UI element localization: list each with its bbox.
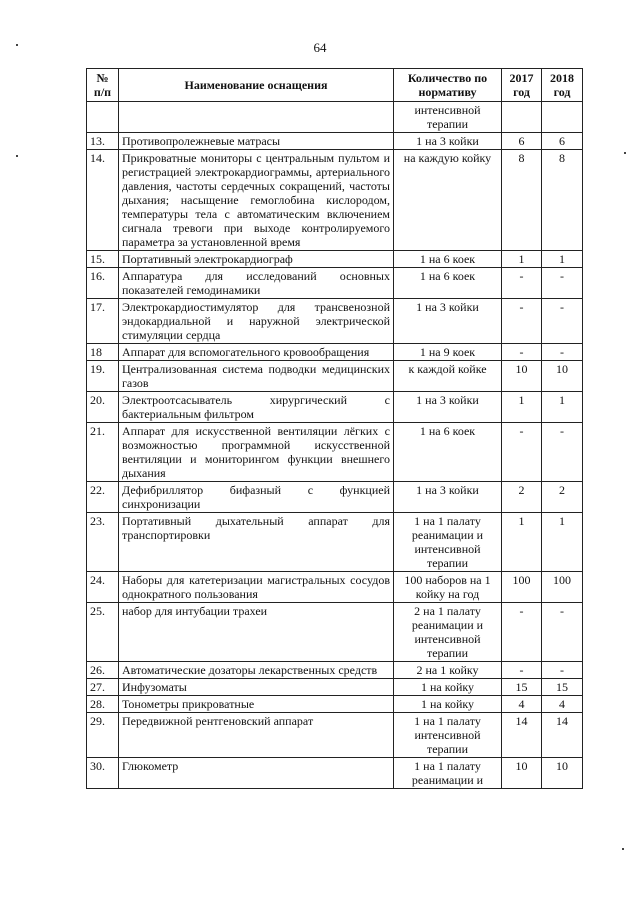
table-row	[87, 662, 583, 679]
row-2018: -	[542, 344, 583, 361]
row-name: Передвижной рентгеновский аппарат	[119, 713, 394, 758]
row-2018: 1	[542, 513, 583, 572]
header-num: № п/п	[87, 69, 119, 102]
row-2017: 14	[502, 713, 542, 758]
row-name: Глюкометр	[119, 758, 394, 789]
table-row	[87, 299, 583, 344]
row-2017: 10	[502, 361, 542, 392]
header-qty: Количество по нормативу	[394, 69, 502, 102]
row-2017: -	[502, 299, 542, 344]
row-2017: -	[502, 662, 542, 679]
row-2018: -	[542, 268, 583, 299]
row-2018: 4	[542, 696, 583, 713]
row-num	[87, 102, 119, 133]
row-2018: 100	[542, 572, 583, 603]
row-2017: -	[502, 603, 542, 662]
row-qty: 100 наборов на 1 койку на год	[394, 572, 502, 603]
row-qty: 1 на 3 койки	[394, 482, 502, 513]
row-2017: 8	[502, 150, 542, 251]
table-header-row	[87, 69, 583, 102]
row-qty: 1 на 3 койки	[394, 133, 502, 150]
row-2017: -	[502, 423, 542, 482]
row-num: 14.	[87, 150, 119, 251]
table-row	[87, 482, 583, 513]
row-2018: 10	[542, 361, 583, 392]
row-name: Противопролежневые матрасы	[119, 133, 394, 150]
row-num: 26.	[87, 662, 119, 679]
table-row	[87, 696, 583, 713]
row-2018: -	[542, 299, 583, 344]
row-name: Портативный дыхательный аппарат для транспортировки	[119, 513, 394, 572]
row-num: 16.	[87, 268, 119, 299]
row-name: Аппарат для искусственной вентиляции лёгких с возможностью программной искусственной вентиляции и мониторингом функции внешнего дыхания	[119, 423, 394, 482]
row-name: Прикроватные мониторы с центральным пультом и регистрацией электрокардиограммы, артериального давления, частоты сердечных сокращений, частоты дыхания; насыщение гемоглобина кислородом, температуры тела с автоматическим включением сигнала тревоги при выходе контролируемого параметра за установленной время	[119, 150, 394, 251]
table-row	[87, 392, 583, 423]
row-name: Электроотсасыватель хирургический с бактериальным фильтром	[119, 392, 394, 423]
table-row	[87, 603, 583, 662]
row-qty: к каждой койке	[394, 361, 502, 392]
row-2018	[542, 102, 583, 133]
table-row	[87, 150, 583, 251]
row-name: Автоматические дозаторы лекарственных средств	[119, 662, 394, 679]
table-row	[87, 361, 583, 392]
row-num: 30.	[87, 758, 119, 789]
row-name: Инфузоматы	[119, 679, 394, 696]
row-qty: 1 на 6 коек	[394, 423, 502, 482]
row-2018: -	[542, 603, 583, 662]
row-2017: 4	[502, 696, 542, 713]
row-qty: интенсивной терапии	[394, 102, 502, 133]
row-2017: 10	[502, 758, 542, 789]
table-row	[87, 344, 583, 361]
table-row	[87, 268, 583, 299]
row-name: Аппарат для вспомогательного кровообращения	[119, 344, 394, 361]
page-number: 64	[313, 40, 327, 55]
row-2018: 10	[542, 758, 583, 789]
row-name: Тонометры прикроватные	[119, 696, 394, 713]
row-qty: 2 на 1 койку	[394, 662, 502, 679]
row-num: 27.	[87, 679, 119, 696]
row-2018: -	[542, 662, 583, 679]
row-num: 22.	[87, 482, 119, 513]
header-2017: 2017 год	[502, 69, 542, 102]
table-row	[87, 251, 583, 268]
row-qty: 1 на койку	[394, 696, 502, 713]
row-num: 25.	[87, 603, 119, 662]
row-2017: 1	[502, 251, 542, 268]
table-row	[87, 713, 583, 758]
row-name	[119, 102, 394, 133]
table-row	[87, 133, 583, 150]
row-qty: 1 на 1 палату интенсивной терапии	[394, 713, 502, 758]
row-name: Портативный электрокардиограф	[119, 251, 394, 268]
row-num: 13.	[87, 133, 119, 150]
row-2017: 15	[502, 679, 542, 696]
row-num: 17.	[87, 299, 119, 344]
header-2018: 2018 год	[542, 69, 583, 102]
row-num: 28.	[87, 696, 119, 713]
header-name: Наименование оснащения	[119, 69, 394, 102]
row-name: Аппаратура для исследований основных показателей гемодинамики	[119, 268, 394, 299]
row-2017: -	[502, 344, 542, 361]
row-num: 29.	[87, 713, 119, 758]
row-2018: 15	[542, 679, 583, 696]
row-2018: 8	[542, 150, 583, 251]
table-row	[87, 758, 583, 789]
row-2018: 14	[542, 713, 583, 758]
table-row	[87, 572, 583, 603]
row-name: набор для интубации трахеи	[119, 603, 394, 662]
row-num: 15.	[87, 251, 119, 268]
row-2018: 2	[542, 482, 583, 513]
row-2017: 1	[502, 392, 542, 423]
row-2017: 2	[502, 482, 542, 513]
equipment-table	[86, 68, 583, 789]
row-2018: 1	[542, 392, 583, 423]
row-num: 18	[87, 344, 119, 361]
row-name: Централизованная система подводки медицинских газов	[119, 361, 394, 392]
table-row	[87, 513, 583, 572]
row-qty: 1 на 3 койки	[394, 392, 502, 423]
row-2018: 6	[542, 133, 583, 150]
row-num: 19.	[87, 361, 119, 392]
row-num: 20.	[87, 392, 119, 423]
row-qty: 1 на 3 койки	[394, 299, 502, 344]
row-2017: 100	[502, 572, 542, 603]
row-name: Электрокардиостимулятор для трансвенозной эндокардиальной и наружной электрической стимуляции сердца	[119, 299, 394, 344]
row-qty: 1 на 1 палату реанимации и интенсивной терапии	[394, 513, 502, 572]
table-row	[87, 679, 583, 696]
row-qty: 1 на 6 коек	[394, 251, 502, 268]
row-2017	[502, 102, 542, 133]
table-row	[87, 423, 583, 482]
row-qty: 1 на 1 палату реанимации и	[394, 758, 502, 789]
row-num: 21.	[87, 423, 119, 482]
row-qty: 2 на 1 палату реанимации и интенсивной терапии	[394, 603, 502, 662]
row-2017: 6	[502, 133, 542, 150]
row-num: 24.	[87, 572, 119, 603]
row-num: 23.	[87, 513, 119, 572]
row-2018: -	[542, 423, 583, 482]
row-name: Дефибриллятор бифазный с функцией синхронизации	[119, 482, 394, 513]
table-row	[87, 102, 583, 133]
row-2018: 1	[542, 251, 583, 268]
row-qty: 1 на 6 коек	[394, 268, 502, 299]
row-2017: 1	[502, 513, 542, 572]
row-qty: на каждую койку	[394, 150, 502, 251]
row-2017: -	[502, 268, 542, 299]
row-name: Наборы для катетеризации магистральных сосудов однократного пользования	[119, 572, 394, 603]
row-qty: 1 на 9 коек	[394, 344, 502, 361]
row-qty: 1 на койку	[394, 679, 502, 696]
